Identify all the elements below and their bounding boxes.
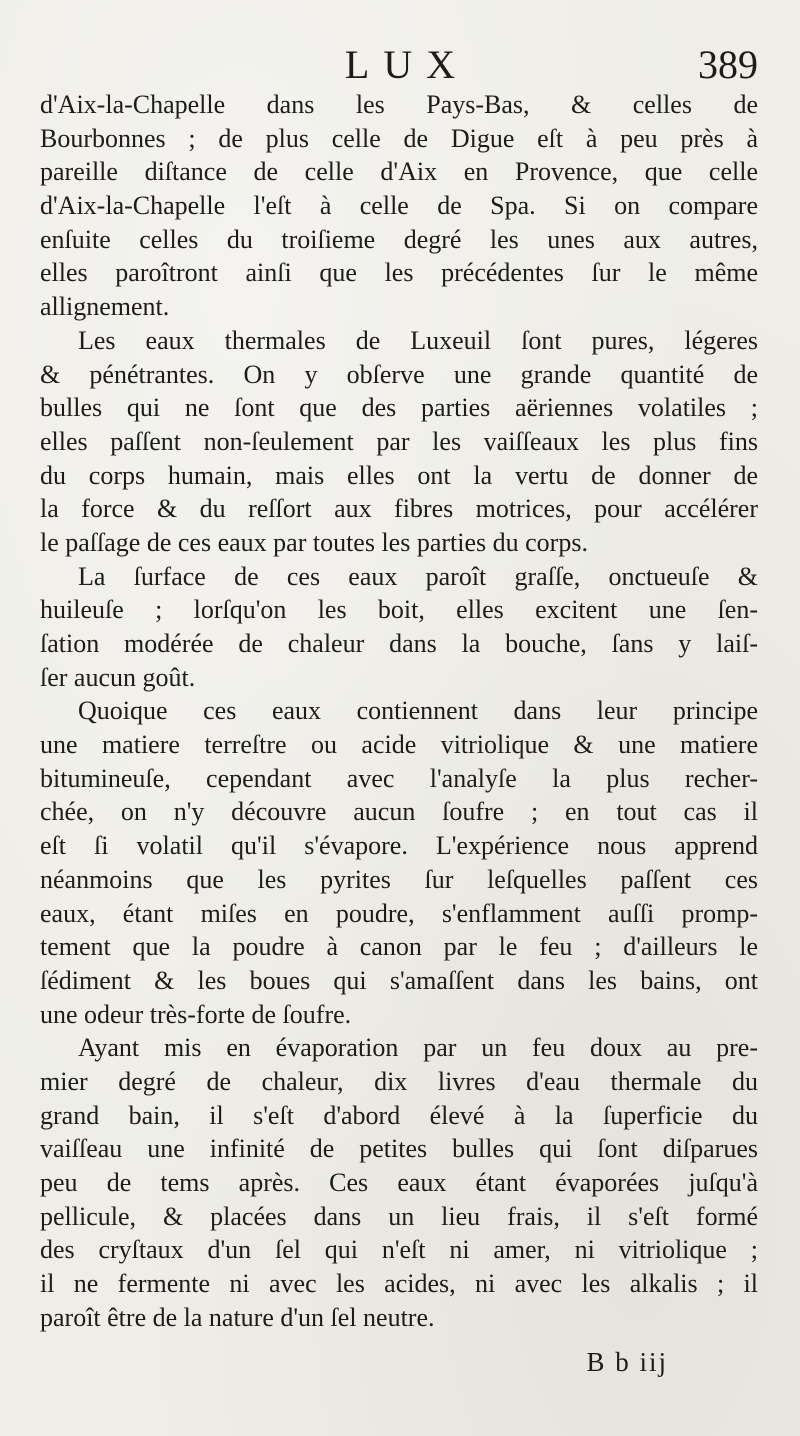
text-line: il ne fermente ni avec les acides, ni avec les alkalis ; il — [40, 1269, 758, 1299]
text-line: néanmoins que les pyrites ſur leſquelles paſſent ces — [40, 864, 758, 894]
text-line: une matiere terreſtre ou acide vitriolique & une matiere — [40, 730, 758, 760]
text-line: bitumineuſe, cependant avec l'analyſe la plus recher- — [40, 763, 758, 793]
text-line: bulles qui ne ſont que des parties aëriennes volatiles ; — [40, 393, 758, 423]
text-line: allignement. — [40, 292, 170, 322]
text-line: du corps humain, mais elles ont la vertu de donner de — [40, 460, 758, 490]
paragraph-start-line: Quoique ces eaux contiennent dans leur principe — [78, 696, 758, 726]
text-line: & pénétrantes. On y obſerve une grande quantité de — [40, 359, 758, 389]
text-line: paroît être de la nature d'un ſel neutre. — [40, 1302, 435, 1332]
text-line: d'Aix-la-Chapelle l'eſt à celle de Spa. Si on compare — [40, 191, 758, 221]
page-header — [0, 40, 800, 90]
text-line: le paſſage de ces eaux par toutes les parties du corps. — [40, 527, 588, 557]
paragraph-start-line: Ayant mis en évaporation par un feu doux au pre- — [78, 1033, 758, 1063]
text-line: des cryſtaux d'un ſel qui n'eſt ni amer, ni vitriolique ; — [40, 1235, 758, 1265]
text-line: ſédiment & les boues qui s'amaſſent dans les bains, ont — [40, 965, 758, 995]
text-line: mier degré de chaleur, dix livres d'eau thermale du — [40, 1066, 758, 1096]
text-line: Bourbonnes ; de plus celle de Digue eſt à peu près à — [40, 123, 758, 153]
text-line: peu de tems après. Ces eaux étant évaporées juſqu'à — [40, 1168, 758, 1197]
text-line: vaiſſeau une infinité de petites bulles qui ſont diſparues — [40, 1134, 758, 1164]
text-line: enſuite celles du troiſieme degré les unes aux autres, — [40, 224, 758, 254]
text-line: huileuſe ; lorſqu'on les boit, elles excitent une ſen- — [40, 595, 758, 625]
text-line: la force & du reſſort aux fibres motrices, pour accélérer — [40, 494, 758, 524]
text-line: chée, on n'y découvre aucun ſoufre ; en tout cas il — [40, 797, 758, 827]
body-text — [40, 88, 758, 1334]
paragraph-start-line: La ſurface de ces eaux paroît graſſe, onctueuſe & — [78, 561, 758, 591]
text-line: tement que la poudre à canon par le feu ; d'ailleurs le — [40, 932, 758, 962]
text-line: ſation modérée de chaleur dans la bouche, ſans y laiſ- — [40, 629, 758, 658]
text-line: eaux, étant miſes en poudre, s'enflamment auſſi promp- — [40, 898, 758, 928]
page-number: 389 — [698, 42, 758, 87]
text-line: pareille diſtance de celle d'Aix en Provence, que celle — [40, 157, 758, 187]
text-line: elles paroîtront ainſi que les précédentes ſur le même — [40, 258, 758, 288]
text-line: une odeur très-forte de ſoufre. — [40, 999, 352, 1029]
running-head: LUX — [344, 42, 470, 87]
paragraph-start-line: Les eaux thermales de Luxeuil ſont pures, légeres — [78, 325, 758, 355]
text-line: d'Aix-la-Chapelle dans les Pays-Bas, & celles de — [40, 90, 758, 119]
signature-mark: B b iij — [586, 1347, 668, 1377]
text-line: pellicule, & placées dans un lieu frais, il s'eſt formé — [40, 1201, 758, 1231]
text-line: ſer aucun goût. — [40, 662, 196, 692]
text-line: grand bain, il s'eſt d'abord élevé à la ſuperficie du — [40, 1100, 758, 1130]
text-line: elles paſſent non-ſeulement par les vaiſſeaux les plus fins — [40, 426, 758, 456]
text-line: eſt ſi volatil qu'il s'évapore. L'expérience nous apprend — [40, 831, 758, 861]
